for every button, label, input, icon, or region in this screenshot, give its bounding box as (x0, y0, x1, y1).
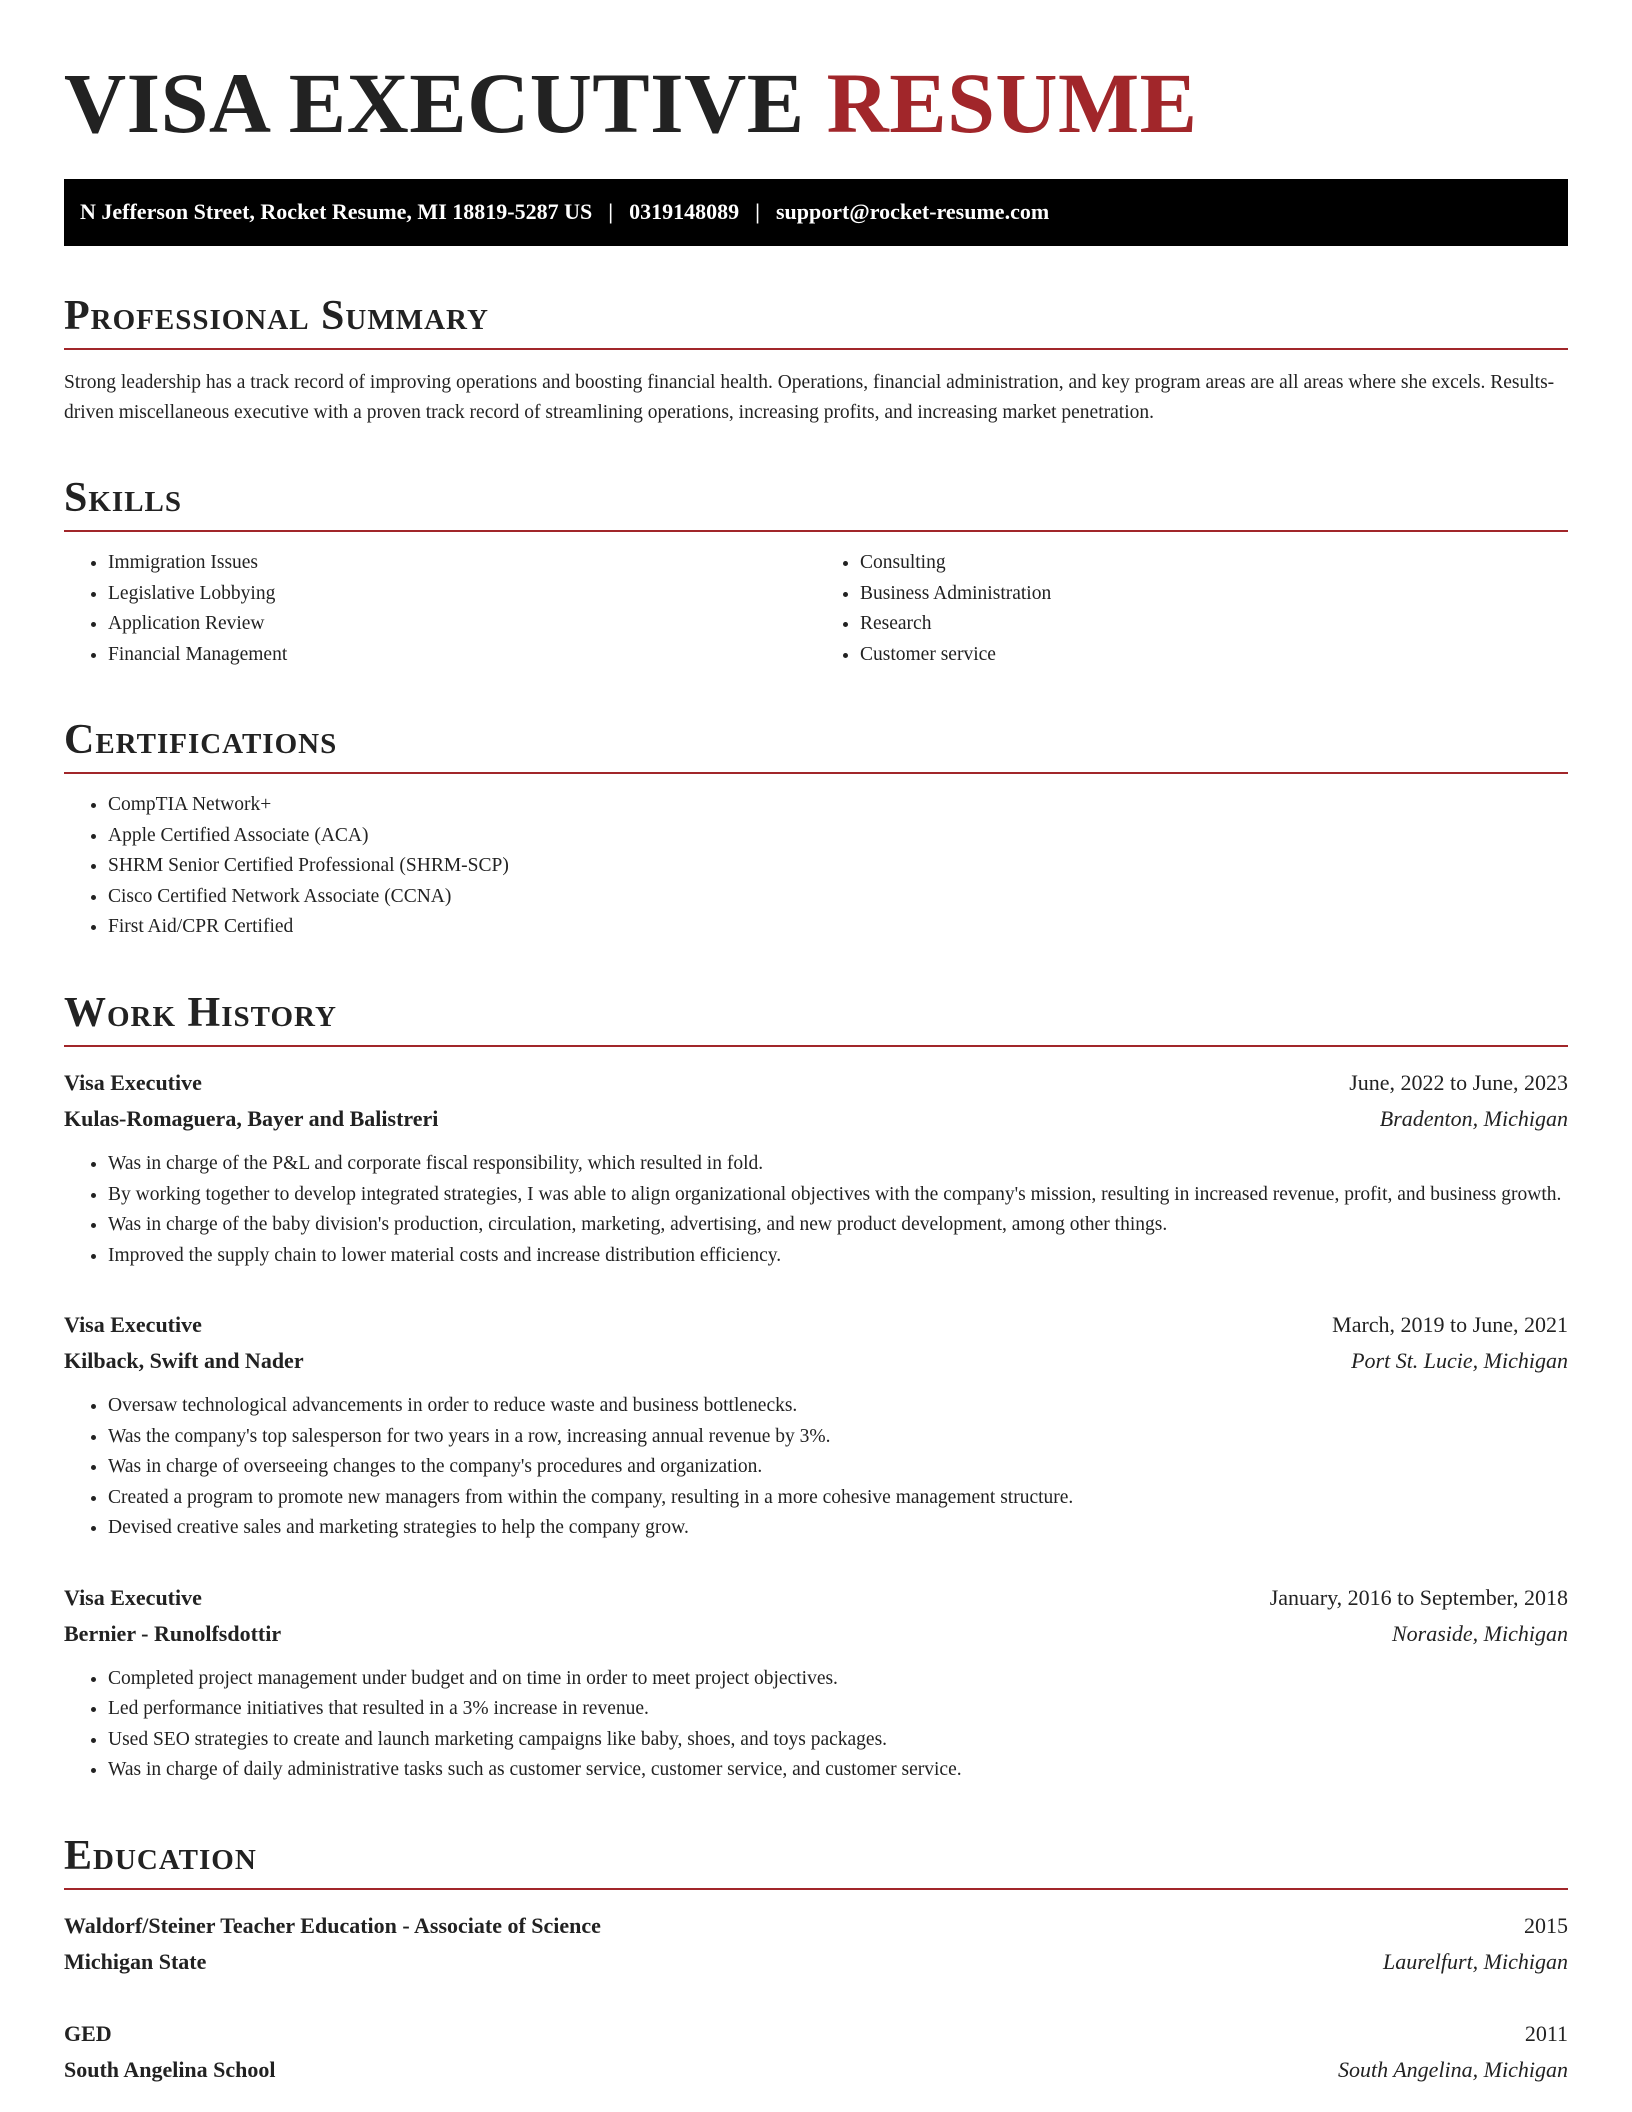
list-item: • Was the company's top salesperson for two years in a row, increasing annual revenue by 3%. (108, 1422, 1568, 1453)
list-item: • By working together to develop integrated strategies, I was able to align organizational objectives with the company's mission, resulting in increased revenue, profit, and business growth. (108, 1180, 1568, 1211)
list-item: • Used SEO strategies to create and launch marketing campaigns like baby, shoes, and toys packages. (108, 1725, 1568, 1756)
list-item: • Legislative Lobbying (108, 579, 816, 610)
job-company: Kulas-Romaguera, Bayer and Balistreri (64, 1106, 439, 1132)
list-item: • Was in charge of overseeing changes to the company's procedures and organization. (108, 1452, 1568, 1483)
contact-address: N Jefferson Street, Rocket Resume, MI 18819-5287 US (80, 199, 593, 225)
job-entry (64, 1307, 1568, 1544)
education-degree-row (64, 2016, 1568, 2052)
education-school: Michigan State (64, 1949, 207, 1975)
resume-title (64, 56, 1568, 151)
title-accent: RESUME (826, 55, 1198, 151)
list-item: • Devised creative sales and marketing strategies to help the company grow. (108, 1513, 1568, 1544)
job-company-row (64, 1616, 1568, 1652)
education-location: Laurelfurt, Michigan (1383, 1949, 1568, 1975)
list-item: • Immigration Issues (108, 548, 816, 579)
education-year: 2015 (1524, 1913, 1568, 1939)
education-degree: GED (64, 2021, 112, 2047)
list-item: • SHRM Senior Certified Professional (SHRM-SCP) (108, 851, 1568, 882)
list-item: • Was in charge of the P&L and corporate fiscal responsibility, which resulted in fold. (108, 1149, 1568, 1180)
job-bullets (64, 1391, 1568, 1544)
job-company: Bernier - Runolfsdottir (64, 1620, 282, 1646)
job-bullets (64, 1664, 1568, 1786)
certifications-list (64, 790, 1568, 943)
job-header-row (64, 1065, 1568, 1101)
contact-bar (64, 179, 1568, 246)
education-entry (64, 2016, 1568, 2088)
job-entry (64, 1580, 1568, 1786)
education-entry (64, 1908, 1568, 1980)
job-title: Visa Executive (64, 1070, 202, 1096)
job-company-row (64, 1343, 1568, 1379)
job-header-row (64, 1580, 1568, 1616)
list-item: • Cisco Certified Network Associate (CCNA) (108, 882, 1568, 913)
list-item: • Was in charge of the baby division's production, circulation, marketing, advertising, and new product development, among other things. (108, 1210, 1568, 1241)
section-heading-education: Education (64, 1832, 1568, 1890)
job-title: Visa Executive (64, 1584, 202, 1610)
list-item: • Application Review (108, 609, 816, 640)
job-company-row (64, 1101, 1568, 1137)
section-heading-skills: Skills (64, 474, 1568, 532)
list-item: • First Aid/CPR Certified (108, 912, 1568, 943)
contact-email: support@rocket-resume.com (775, 199, 1050, 225)
job-location: Port St. Lucie, Michigan (1351, 1348, 1568, 1374)
job-location: Bradenton, Michigan (1379, 1106, 1568, 1132)
summary-text: Strong leadership has a track record of improving operations and boosting financial health. Operations, financial administration, and key program areas are all areas where she excels. Results-driven miscellaneous executive with a proven track record of streamlining operations, increasing profits, and increasing market penetration. (64, 371, 1555, 423)
skills-column-right (816, 548, 1568, 670)
contact-separator: | (608, 199, 614, 225)
list-item: • Financial Management (108, 640, 816, 671)
section-heading-work-history: Work History (64, 989, 1568, 1047)
list-item: • Research (860, 609, 1568, 640)
skills-list (64, 532, 1568, 670)
list-item: • Was in charge of daily administrative tasks such as customer service, customer service, and customer service. (108, 1755, 1568, 1786)
section-heading-summary: Professional Summary (64, 292, 1568, 350)
education-school-row (64, 1944, 1568, 1980)
job-title: Visa Executive (64, 1312, 202, 1338)
list-item: • Led performance initiatives that resulted in a 3% increase in revenue. (108, 1694, 1568, 1725)
contact-phone: 0319148089 (629, 199, 740, 225)
education-year: 2011 (1524, 2021, 1568, 2047)
title-main: VISA EXECUTIVE (64, 55, 805, 151)
job-company: Kilback, Swift and Nader (64, 1348, 304, 1374)
education-school: South Angelina School (64, 2057, 276, 2083)
job-entry (64, 1065, 1568, 1271)
job-dates: March, 2019 to June, 2021 (1332, 1312, 1568, 1338)
job-location: Noraside, Michigan (1392, 1620, 1568, 1646)
list-item: • Completed project management under budget and on time in order to meet project objectives. (108, 1664, 1568, 1695)
job-dates: June, 2022 to June, 2023 (1349, 1070, 1568, 1096)
job-dates: January, 2016 to September, 2018 (1269, 1584, 1568, 1610)
section-heading-certifications: Certifications (64, 716, 1568, 774)
list-item: • CompTIA Network+ (108, 790, 1568, 821)
contact-separator: | (755, 199, 760, 225)
list-item: • Consulting (860, 548, 1568, 579)
list-item: • Oversaw technological advancements in order to reduce waste and business bottlenecks. (108, 1391, 1568, 1422)
education-school-row (64, 2052, 1568, 2088)
job-header-row (64, 1307, 1568, 1343)
education-degree-row (64, 1908, 1568, 1944)
list-item: • Improved the supply chain to lower material costs and increase distribution efficiency. (108, 1241, 1568, 1272)
job-bullets (64, 1149, 1568, 1271)
list-item: • Apple Certified Associate (ACA) (108, 821, 1568, 852)
list-item: • Business Administration (860, 579, 1568, 610)
list-item: • Created a program to promote new managers from within the company, resulting in a more cohesive management structure. (108, 1483, 1568, 1514)
education-location: South Angelina, Michigan (1338, 2057, 1568, 2083)
education-degree: Waldorf/Steiner Teacher Education - Associate of Science (64, 1913, 601, 1939)
skills-column-left (64, 548, 816, 670)
list-item: • Customer service (860, 640, 1568, 671)
